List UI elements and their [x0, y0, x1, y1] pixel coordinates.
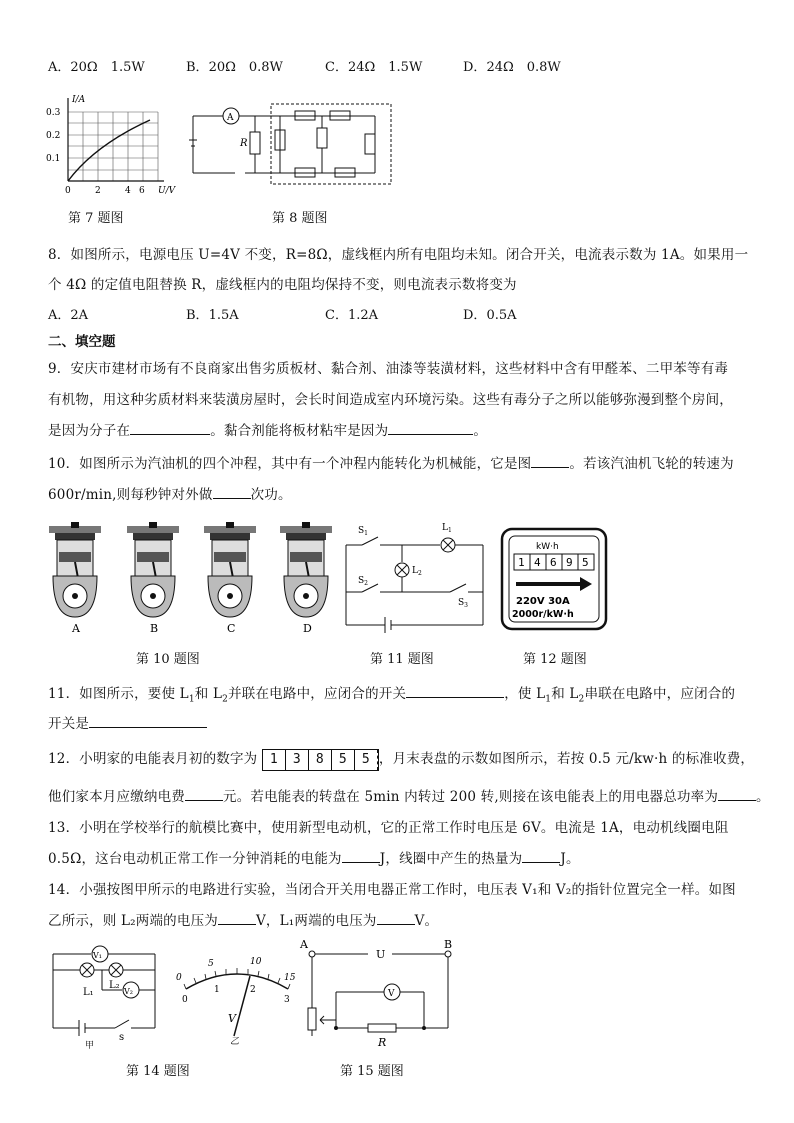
fig7-ylabel: I/A — [72, 95, 86, 105]
fig11-s3: $S_3$ — [458, 598, 468, 609]
fig14-voltmeter-yi — [172, 944, 302, 1049]
fig12-digit: 5 — [582, 556, 589, 569]
fig15-r: R — [378, 1036, 387, 1049]
q8-option-c: C．1.2A — [325, 308, 379, 323]
fig7-ytick: 0.2 — [46, 131, 61, 141]
fig14-jia: 甲 — [85, 1041, 95, 1051]
fig7-xlabel: U/V — [158, 186, 176, 196]
q10-line2: 600r/min,则每秒钟对外做 次功。 — [48, 487, 292, 503]
fig14-scale-bot: 1 — [214, 985, 220, 995]
section-heading: 二、填空题 — [48, 334, 116, 350]
answer-blank[interactable] — [522, 850, 560, 863]
fig12-digit: 6 — [550, 556, 557, 569]
q8-option-a: A．2A — [48, 308, 89, 323]
q7-option-d: D．24Ω 0.8W — [463, 60, 561, 75]
fig8-circuit — [185, 98, 395, 188]
fig14-v1: V₁ — [93, 951, 102, 960]
fig7-xtick: 6 — [139, 186, 145, 196]
fig7-xtick: 0 — [65, 186, 71, 196]
q11-line1: 11．如图所示，要使 $L_1$和 $L_2$并联在电路中，应闭合的开关 ，使 $L_1$和 $L_2$串联在电路中，应闭合的 — [48, 686, 736, 705]
fig11-circuit — [340, 520, 490, 635]
q8-option-d: D．0.5A — [463, 308, 517, 323]
fig11-s1: $S_1$ — [358, 526, 368, 537]
fig15-b: B — [444, 938, 453, 951]
answer-blank[interactable] — [89, 715, 207, 728]
answer-blank[interactable] — [218, 912, 256, 925]
q11-line2: 开关是 — [48, 712, 207, 732]
fig10-label-c: C — [227, 622, 236, 635]
fig15-a: A — [300, 938, 308, 951]
answer-blank[interactable] — [377, 912, 415, 925]
fig14-l1: L₁ — [83, 987, 94, 998]
fig8-caption: 第 8 题图 — [272, 211, 328, 226]
fig14-circuit-jia — [45, 940, 165, 1050]
q12-line2: 他们家本月应缴纳电费 元。若电能表的转盘在 5min 内转过 200 转,则接在该电能表上的用电器总功率为 。 — [48, 789, 770, 805]
answer-blank[interactable] — [130, 422, 210, 435]
fig12-rating: 220V 30A — [516, 596, 570, 607]
fig7-ytick: 0.3 — [46, 108, 61, 118]
fig7-ytick: 0.1 — [46, 154, 61, 164]
fig12-digit: 4 — [534, 556, 541, 569]
q10-line1: 10．如图所示为汽油机的四个冲程，其中有一个冲程内能转化为机械能，它是图 。若该汽油机飞轮的转速为 — [48, 456, 734, 472]
q7-option-c: C．24Ω 1.5W — [325, 60, 423, 75]
fig14-scale-top: 0 — [176, 973, 182, 983]
fig14-scale-bot: 0 — [182, 995, 188, 1005]
fig14-scale-top: 10 — [250, 957, 262, 967]
q14-line2: 乙所示，则 L₂两端的电压为 V，L₁两端的电压为 V。 — [48, 913, 439, 929]
fig10-engines — [40, 522, 340, 640]
fig14-caption: 第 14 题图 — [126, 1064, 190, 1079]
q9-line2: 有机物，用这种劣质材料来装潢房屋时，会长时间造成室内环境污染。这些有毒分子之所以能够弥漫到整个房间， — [48, 392, 733, 408]
fig11-caption: 第 11 题图 — [370, 652, 434, 667]
fig14-v2: V₂ — [124, 987, 133, 996]
q14-line1: 14．小强按图甲所示的电路进行实验，当闭合开关用电器正常工作时，电压表 V₁和 V₂的指针位置完全一样。如图 — [48, 882, 736, 898]
fig14-scale-top: 15 — [284, 973, 296, 983]
answer-blank[interactable] — [213, 486, 251, 499]
q13-line2: 0.5Ω，这台电动机正常工作一分钟消耗的电能为 J，线圈中产生的热量为 J。 — [48, 851, 580, 867]
q9-line1: 9．安庆市建材市场有不良商家出售劣质板材、黏合剂、油漆等装潢材料，这些材料中含有甲醛苯、二甲苯等有毒 — [48, 361, 729, 377]
fig15-circuit — [298, 940, 463, 1050]
fig14-yi: 乙 — [230, 1037, 240, 1047]
fig14-l2: L₂ — [109, 980, 120, 991]
q8-line2: 个 4Ω 的定值电阻替换 R，虚线框内的电阻均保持不变，则电流表示数将变为 — [48, 277, 517, 293]
fig10-label-a: A — [72, 622, 80, 635]
q7-option-a: A．20Ω 1.5W — [48, 60, 145, 75]
answer-blank[interactable] — [342, 850, 380, 863]
fig14-scale-bot: 2 — [250, 985, 256, 995]
answer-blank[interactable] — [718, 788, 756, 801]
fig7-xtick: 2 — [95, 186, 101, 196]
fig12-caption: 第 12 题图 — [523, 652, 587, 667]
q7-option-b: B．20Ω 0.8W — [186, 60, 283, 75]
fig7-graph — [40, 90, 190, 200]
fig7-xtick: 4 — [125, 186, 131, 196]
fig10-label-d: D — [303, 622, 312, 635]
fig10-caption: 第 10 题图 — [136, 652, 200, 667]
fig14-scale-top: 5 — [208, 959, 214, 969]
answer-blank[interactable] — [531, 455, 569, 468]
q8-line1: 8．如图所示，电源电压 U=4V 不变，R=8Ω，虚线框内所有电阻均未知。闭合开关，电流表示数为 1A。如果用一 — [48, 247, 749, 263]
answer-blank[interactable] — [388, 422, 473, 435]
fig11-l1: $L_1$ — [442, 523, 452, 534]
fig12-digit: 1 — [518, 556, 525, 569]
fig14-scale-bot: 3 — [284, 995, 290, 1005]
fig11-s2: $S_2$ — [358, 576, 368, 587]
fig7-caption: 第 7 题图 — [68, 211, 124, 226]
fig8-ammeter-label: A — [227, 113, 234, 123]
fig12-digit: 9 — [566, 556, 573, 569]
q12-line1: 12．小明家的电能表月初的数字为 1 3 8 5 5 ，月末表盘的示数如图所示，若按 0.5 元/kw·h 的标准收费， — [48, 747, 754, 771]
fig15-caption: 第 15 题图 — [340, 1064, 404, 1079]
fig14-switch: s — [119, 1032, 125, 1043]
fig12-meter — [500, 527, 610, 632]
fig15-v: V — [388, 989, 395, 999]
meter-start-reading: 1 3 8 5 5 — [262, 749, 379, 771]
fig11-l2: $L_2$ — [412, 566, 422, 577]
fig12-unit: kW·h — [536, 542, 559, 552]
q13-line1: 13．小明在学校举行的航模比赛中，使用新型电动机，它的正常工作时电压是 6V。电流是 1A，电动机线圈电阻 — [48, 820, 729, 836]
answer-blank[interactable] — [185, 788, 223, 801]
fig8-resistor-label: R — [240, 138, 248, 149]
fig14-v-label: V — [228, 1012, 236, 1025]
fig10-label-b: B — [150, 622, 159, 635]
answer-blank[interactable] — [406, 685, 504, 698]
q9-line3: 是因为分子在 。黏合剂能将板材粘牢是因为 。 — [48, 423, 488, 439]
q8-option-b: B．1.5A — [186, 308, 239, 323]
fig15-u: U — [376, 948, 386, 961]
fig12-rev: 2000r/kW·h — [512, 609, 574, 620]
